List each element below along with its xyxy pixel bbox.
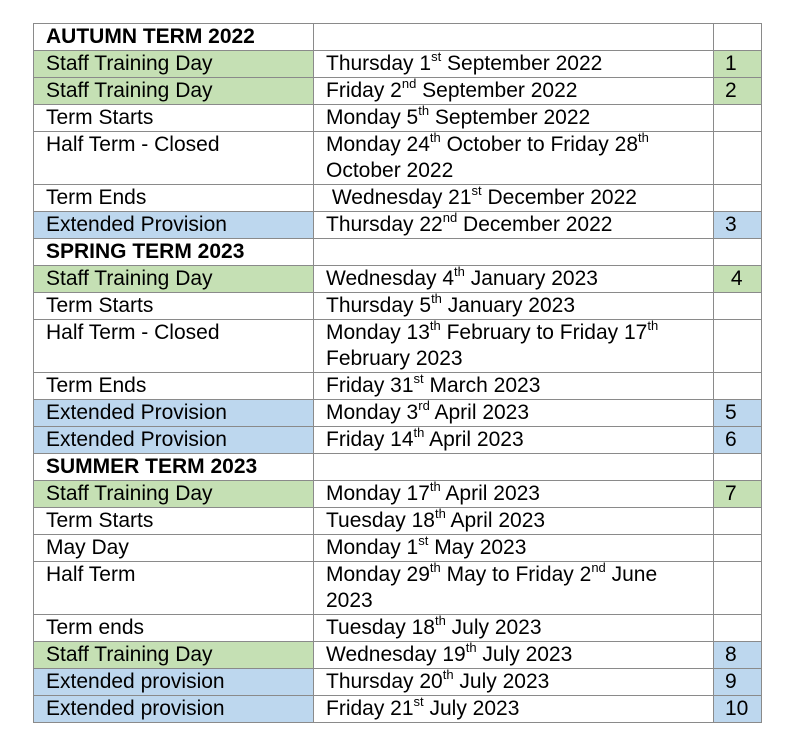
- table-row: [34, 266, 762, 293]
- event-label: Staff Training Day: [34, 642, 314, 669]
- day-number: 7: [714, 481, 762, 508]
- day-number: [714, 105, 762, 132]
- day-number: [714, 535, 762, 562]
- day-number: [714, 24, 762, 51]
- table-row: [34, 481, 762, 508]
- event-label: Term Starts: [34, 508, 314, 535]
- day-number: [714, 508, 762, 535]
- day-number: 9: [714, 669, 762, 696]
- day-number: [714, 615, 762, 642]
- event-label: Extended Provision: [34, 400, 314, 427]
- term-heading: AUTUMN TERM 2022: [34, 24, 314, 51]
- event-date: Thursday 20th July 2023: [314, 669, 714, 696]
- event-label: May Day: [34, 535, 314, 562]
- day-number: 5: [714, 400, 762, 427]
- event-date: Tuesday 18th April 2023: [314, 508, 714, 535]
- event-date: Monday 1st May 2023: [314, 535, 714, 562]
- event-date: Monday 5th September 2022: [314, 105, 714, 132]
- day-number: [714, 320, 762, 373]
- event-label: Extended Provision: [34, 427, 314, 454]
- table-row: [34, 320, 762, 373]
- table-row: [34, 105, 762, 132]
- day-number: [714, 185, 762, 212]
- table-row: [34, 212, 762, 239]
- day-number: 3: [714, 212, 762, 239]
- term-dates-table: [33, 23, 762, 723]
- day-number: 2: [714, 78, 762, 105]
- table-row: [34, 535, 762, 562]
- event-date: Monday 17th April 2023: [314, 481, 714, 508]
- event-label: Staff Training Day: [34, 51, 314, 78]
- table-row: [34, 132, 762, 185]
- event-date: [314, 454, 714, 481]
- term-dates-body: [34, 24, 762, 723]
- term-heading: SPRING TERM 2023: [34, 239, 314, 266]
- event-label: Term ends: [34, 615, 314, 642]
- table-row: [34, 373, 762, 400]
- event-label: Extended provision: [34, 669, 314, 696]
- day-number: 6: [714, 427, 762, 454]
- day-number: [714, 293, 762, 320]
- table-row: [34, 615, 762, 642]
- day-number: [714, 373, 762, 400]
- day-number: 8: [714, 642, 762, 669]
- event-label: Staff Training Day: [34, 266, 314, 293]
- event-date: Thursday 22nd December 2022: [314, 212, 714, 239]
- table-row: [34, 562, 762, 615]
- event-label: Staff Training Day: [34, 78, 314, 105]
- event-date: Wednesday 21st December 2022: [314, 185, 714, 212]
- table-row: [34, 508, 762, 535]
- event-date: Monday 29th May to Friday 2nd June 2023: [314, 562, 714, 615]
- event-date: [314, 24, 714, 51]
- term-heading-row: [34, 239, 762, 266]
- event-label: Term Ends: [34, 373, 314, 400]
- event-date: Friday 21st July 2023: [314, 696, 714, 723]
- table-row: [34, 185, 762, 212]
- event-date: Tuesday 18th July 2023: [314, 615, 714, 642]
- event-label: Term Starts: [34, 105, 314, 132]
- event-label: Half Term - Closed: [34, 320, 314, 373]
- day-number: [714, 454, 762, 481]
- event-date: Monday 3rd April 2023: [314, 400, 714, 427]
- day-number: [714, 562, 762, 615]
- event-date: Wednesday 19th July 2023: [314, 642, 714, 669]
- term-heading-row: [34, 454, 762, 481]
- event-label: Term Ends: [34, 185, 314, 212]
- event-date: Wednesday 4th January 2023: [314, 266, 714, 293]
- event-date: Friday 2nd September 2022: [314, 78, 714, 105]
- event-date: Friday 14th April 2023: [314, 427, 714, 454]
- day-number: 1: [714, 51, 762, 78]
- table-row: [34, 51, 762, 78]
- term-heading-row: [34, 24, 762, 51]
- table-row: [34, 400, 762, 427]
- table-row: [34, 293, 762, 320]
- event-label: Extended Provision: [34, 212, 314, 239]
- event-date: Monday 24th October to Friday 28th October 2022: [314, 132, 714, 185]
- day-number: [714, 132, 762, 185]
- event-date: Monday 13th February to Friday 17th February 2023: [314, 320, 714, 373]
- table-row: [34, 669, 762, 696]
- event-date: Friday 31st March 2023: [314, 373, 714, 400]
- table-row: [34, 696, 762, 723]
- event-date: Thursday 1st September 2022: [314, 51, 714, 78]
- event-label: Half Term: [34, 562, 314, 615]
- term-heading: SUMMER TERM 2023: [34, 454, 314, 481]
- event-date: [314, 239, 714, 266]
- event-label: Term Starts: [34, 293, 314, 320]
- event-date: Thursday 5th January 2023: [314, 293, 714, 320]
- table-row: [34, 427, 762, 454]
- event-label: Extended provision: [34, 696, 314, 723]
- day-number: 10: [714, 696, 762, 723]
- event-label: Half Term - Closed: [34, 132, 314, 185]
- day-number: [714, 239, 762, 266]
- event-label: Staff Training Day: [34, 481, 314, 508]
- day-number: 4: [714, 266, 762, 293]
- table-row: [34, 642, 762, 669]
- table-row: [34, 78, 762, 105]
